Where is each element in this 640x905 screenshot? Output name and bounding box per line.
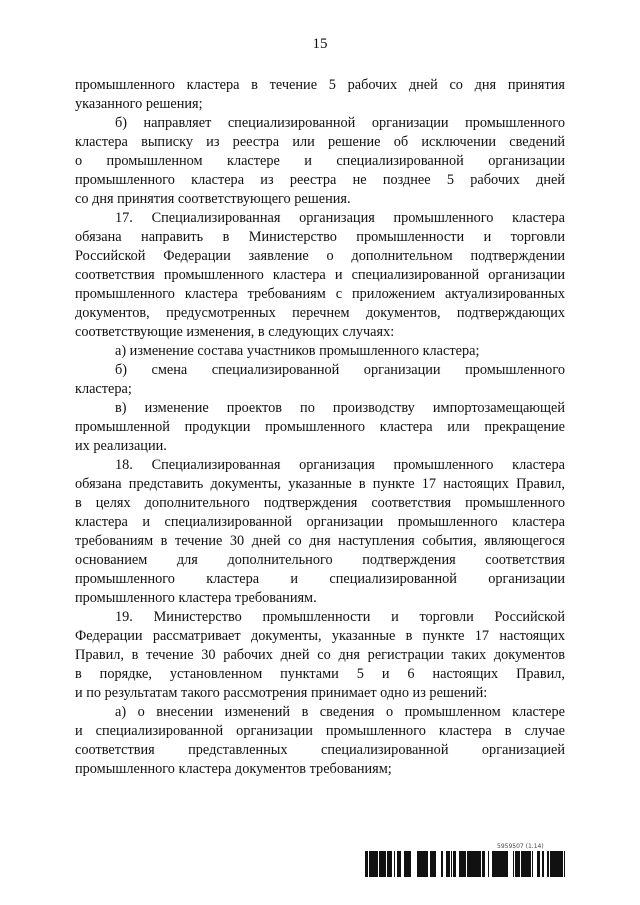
text-line: 18. Специализированная организация промышленного кластера (115, 457, 565, 473)
text-line: б) направляет специализированной организации промышленного (115, 115, 565, 131)
text-line: а) о внесении изменений в сведения о промышленном кластере (115, 704, 565, 720)
text-line: промышленного кластера требованиям с приложением актуализированных (75, 286, 565, 302)
text-line: основанием для дополнительного подтверждения соответствия (75, 552, 565, 568)
text-line: в) изменение проектов по производству импортозамещающей (115, 400, 565, 416)
page-number: 15 (312, 36, 328, 52)
text-line: промышленного кластера и специализированной организации (75, 571, 565, 587)
text-line: 17. Специализированная организация промышленного кластера (115, 210, 565, 226)
text-line: промышленного кластера в течение 5 рабочих дней со дня принятия (75, 77, 565, 93)
text-line: требованиям в течение 30 дней со дня наступления события, являющегося (75, 533, 565, 549)
text-line: соответствия промышленного кластера и специализированной организации (75, 267, 565, 283)
text-line: соответствия представленных специализированной организацией (75, 742, 565, 758)
text-line: а) изменение состава участников промышленного кластера; (115, 343, 480, 359)
barcode (365, 851, 565, 877)
document-body (75, 76, 565, 779)
text-line: и специализированной организации промышленного кластера в случае (75, 723, 565, 739)
text-line: б) смена специализированной организации промышленного (115, 362, 565, 378)
text-line: обязана представить документы, указанные в пункте 17 настоящих Правил, (75, 476, 565, 492)
text-line: в порядке, установленном пунктами 5 и 6 настоящих Правил, (75, 666, 565, 682)
text-line: в целях дополнительного подтверждения соответствия промышленного (75, 495, 565, 511)
text-line: промышленного кластера требованиям. (75, 590, 317, 606)
text-line: Российской Федерации заявление о дополнительном подтверждении (75, 248, 565, 264)
text-line: обязана направить в Министерство промышленности и торговли (75, 229, 565, 245)
text-line: 19. Министерство промышленности и торговли Российской (115, 609, 565, 625)
text-line: кластера и специализированной организации промышленного кластера (75, 514, 565, 530)
text-line: кластера выписку из реестра или решение об исключении сведений (75, 134, 565, 150)
text-line: и по результатам такого рассмотрения принимает одно из решений: (75, 685, 488, 701)
document-code: 5959507 (1.14) (497, 843, 544, 850)
text-line: со дня принятия соответствующего решения. (75, 191, 351, 207)
text-line: промышленной продукции промышленного кластера или прекращение (75, 419, 565, 435)
text-line: о промышленном кластере и специализированной организации (75, 153, 565, 169)
text-line: Федерации рассматривает документы, указанные в пункте 17 настоящих (75, 628, 565, 644)
text-line: кластера; (75, 381, 132, 397)
text-line: промышленного кластера из реестра не позднее 5 рабочих дней (75, 172, 565, 188)
text-line: указанного решения; (75, 96, 203, 112)
text-line: промышленного кластера документов требованиям; (75, 761, 392, 777)
text-line: документов, предусмотренных перечнем документов, подтверждающих (75, 305, 565, 321)
text-line: их реализации. (75, 438, 167, 454)
text-line: соответствующие изменения, в следующих случаях: (75, 324, 395, 340)
text-line: Правил, в течение 30 рабочих дней со дня регистрации таких документов (75, 647, 565, 663)
